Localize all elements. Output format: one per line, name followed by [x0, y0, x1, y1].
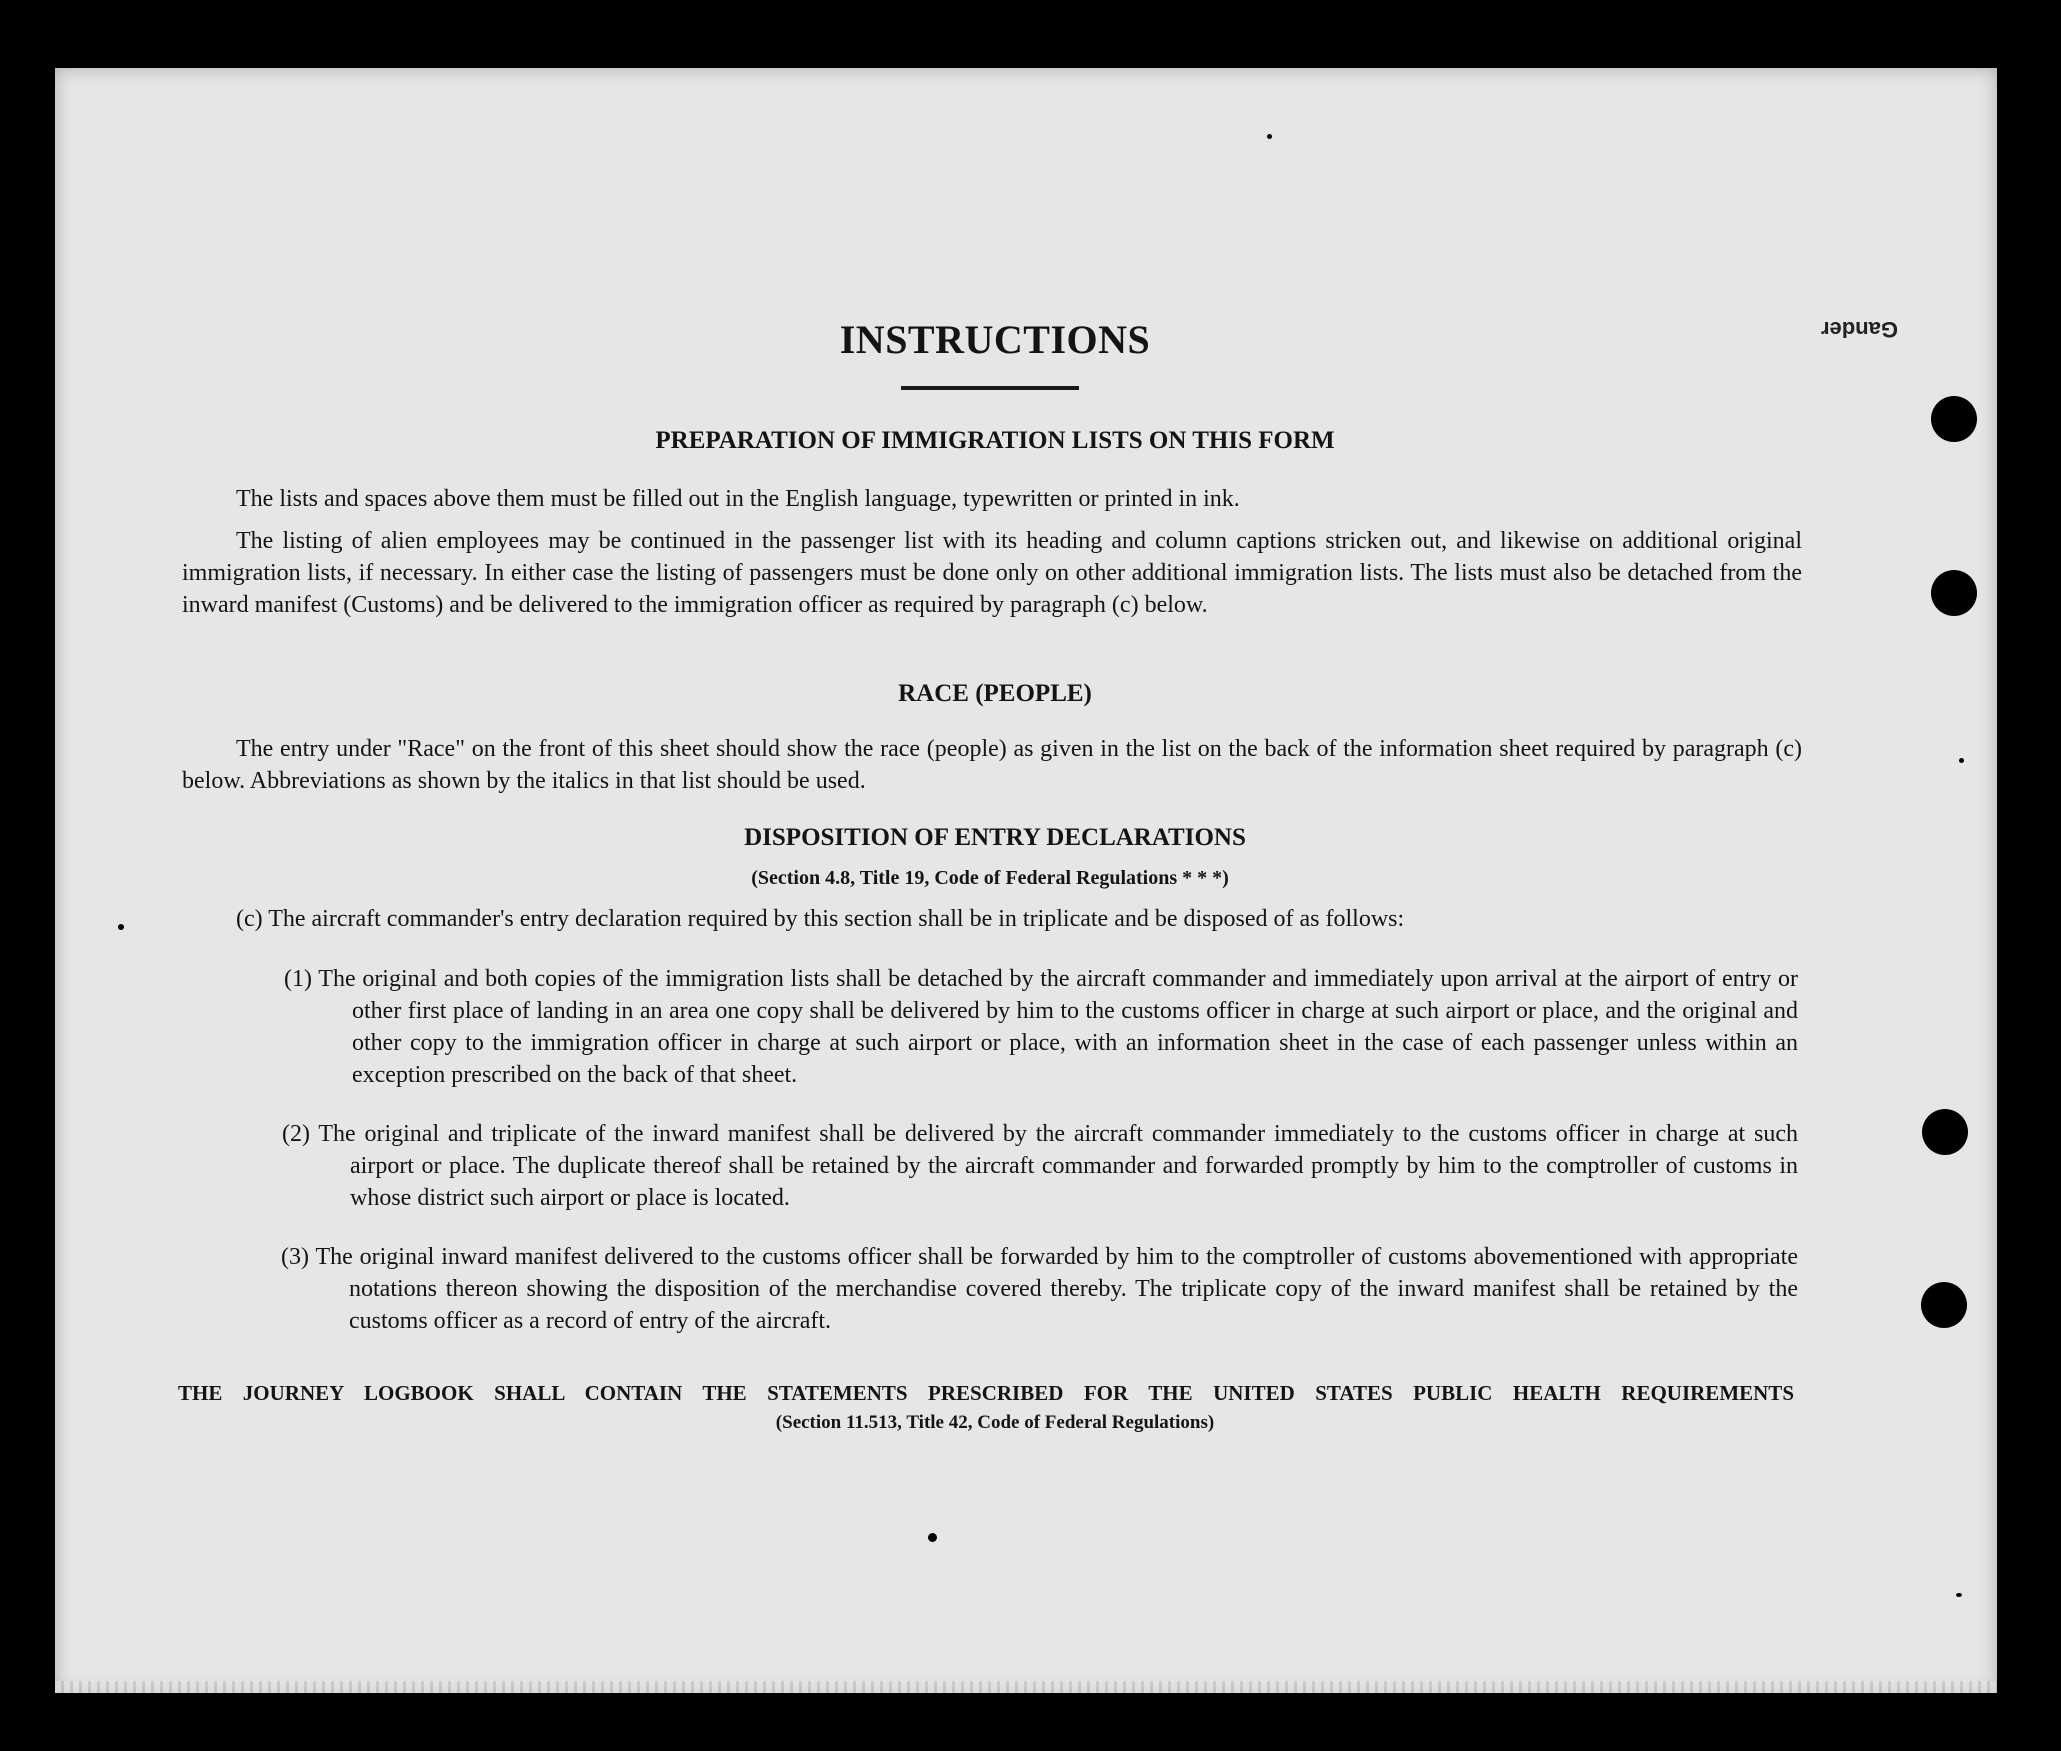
list-item-1: (1) The original and both copies of the immigration lists shall be detached by the aircraft commander and immediately upon arrival at the airport of entry or other first place of landing in an area one copy shall be delivered by him to the customs officer in charge at such airport or place, and the original and other copy to the immigration officer in charge at such airport or place, with an information sheet in the case of each passenger unless within an exception prescribed on the back of that sheet. [284, 966, 1798, 1088]
section-heading-preparation: PREPARATION OF IMMIGRATION LISTS ON THIS FORM [655, 427, 1335, 454]
section-heading-race: RACE (PEOPLE) [898, 680, 1092, 707]
speck [1267, 134, 1272, 139]
paragraph-race-entry: The entry under "Race" on the front of this sheet should show the race (people) as given in the list on the back of the information sheet required by paragraph (c) below. Abbreviations as shown by the italics in that list should be used. [182, 736, 1802, 794]
punch-hole [1931, 570, 1977, 616]
paragraph-entry-declaration: (c) The aircraft commander's entry declaration required by this section shall be in triplicate and be disposed of as follows: [236, 906, 1405, 932]
paragraph-alien-employees: The listing of alien employees may be continued in the passenger list with its heading and column captions stricken out, and likewise on additional original immigration lists, if necessary. In either case the listing of passengers must be done only on other additional immigration lists. The lists must also be detached from the inward manifest (Customs) and be delivered to the immigration officer as required by paragraph (c) below. [182, 528, 1802, 618]
list-item-2: (2) The original and triplicate of the inward manifest shall be delivered by the aircraft commander immediately to the customs officer in charge at such airport or place. The duplicate thereof shall be retained by the aircraft commander and forwarded promptly by him to the comptroller of customs in whose district such airport or place is located. [282, 1121, 1798, 1211]
punch-hole [1922, 1109, 1968, 1155]
footer-citation: (Section 11.513, Title 42, Code of Federal Regulations) [775, 1412, 1215, 1433]
page-title: INSTRUCTIONS [839, 317, 1151, 362]
speck [1956, 1593, 1962, 1597]
section-subheading-citation: (Section 4.8, Title 19, Code of Federal Regulations * * *) [751, 867, 1229, 889]
gander-stamp: Gander [1821, 317, 1899, 342]
title-rule [901, 386, 1079, 390]
list-item-3: (3) The original inward manifest delivered to the customs officer shall be forwarded by him to the comptroller of customs abovementioned with appropriate notations thereon showing the disposition of the merchandise covered thereby. The triplicate copy of the inward manifest shall be retained by the customs officer as a record of entry of the aircraft. [281, 1244, 1798, 1334]
paragraph-english-language: The lists and spaces above them must be filled out in the English language, typewritten or printed in ink. [236, 486, 1240, 512]
speck [928, 1533, 937, 1542]
speck [118, 924, 124, 930]
speck [1959, 758, 1964, 763]
punch-hole [1921, 1282, 1967, 1328]
footer-statement: THE JOURNEY LOGBOOK SHALL CONTAIN THE STATEMENTS PRESCRIBED FOR THE UNITED STATES PUBLIC HEALTH REQUIREMENTS [178, 1381, 1794, 1405]
section-heading-disposition: DISPOSITION OF ENTRY DECLARATIONS [744, 824, 1246, 851]
